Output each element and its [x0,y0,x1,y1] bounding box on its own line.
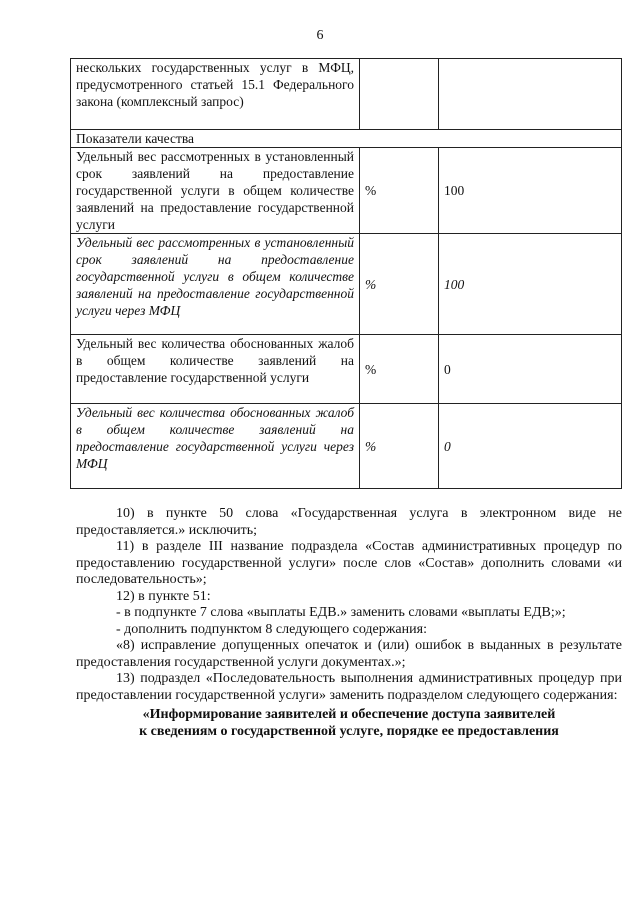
indicator-value: 0 [439,404,622,489]
indicator-text: Удельный вес количества обоснованных жалоб в общем количестве заявлений на предоставление государственной услуги [71,335,360,404]
paragraph: 12) в пункте 51: [116,588,211,604]
table-row [71,59,622,130]
indicator-unit: % [360,234,439,335]
indicator-value: 0 [439,335,622,404]
table-section-row [71,130,622,148]
table-row [71,404,622,489]
table-cell [360,59,439,130]
indicator-text: Удельный вес рассмотренных в установленный срок заявлений на предоставление государственной услуги в общем количестве заявлений на предоставление государственной услуги через МФЦ [71,234,360,335]
heading-line: «Информирование заявителей и обеспечение доступа заявителей [142,707,556,722]
heading-line: к сведениям о государственной услуге, порядке ее предоставления [139,724,559,739]
table-cell: нескольких государственных услуг в МФЦ, предусмотренного статьей 15.1 Федерального закона (комплексный запрос) [71,59,360,130]
paragraph: - дополнить подпунктом 8 следующего содержания: [116,621,427,637]
indicator-text: Удельный вес количества обоснованных жалоб в общем количестве заявлений на предоставление государственной услуги через МФЦ [71,404,360,489]
indicator-text: Удельный вес рассмотренных в установленный срок заявлений на предоставление государственной услуги в общем количестве заявлений на предоставление государственной услуги [71,148,360,234]
quality-indicators-table [70,58,622,489]
indicator-unit: % [360,404,439,489]
indicator-unit: % [360,148,439,234]
indicator-value: 100 [439,234,622,335]
table-row [71,234,622,335]
table-row [71,335,622,404]
paragraph: - в подпункте 7 слова «выплаты ЕДВ.» заменить словами «выплаты ЕДВ;»; [116,605,566,620]
paragraph: 10) в пункте 50 слова «Государственная услуга в электронном виде не предоставляется.» исключить; [76,506,622,538]
paragraph: 13) подраздел «Последовательность выполнения административных процедур при предоставлении государственной услуги» заменить подразделом следующего содержания: [76,671,622,703]
page-number: 6 [316,28,324,43]
table-row [71,148,622,234]
table-cell [439,59,622,130]
paragraph: 11) в разделе III название подраздела «Состав административных процедур по предоставлению государственной услуги» после слов «Состав» дополнить словами «и последовательность»; [76,539,622,587]
paragraph: «8) исправление допущенных опечаток и (или) ошибок в выданных в результате предоставления государственной услуги документах.»; [76,638,622,670]
section-heading [76,706,622,740]
indicator-unit: % [360,335,439,404]
indicator-value: 100 [439,148,622,234]
section-title: Показатели качества [71,130,622,148]
document-body [76,506,622,740]
